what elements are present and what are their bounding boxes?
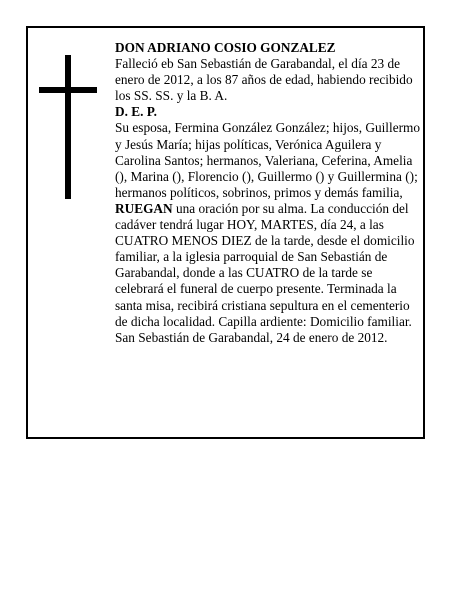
obituary-notice [26, 26, 425, 439]
ruegan-text: una oración por su alma. La conducción del cadáver tendrá lugar HOY, MARTES, día 24, a las CUATRO MENOS DIEZ de la tarde, desde el domicilio familiar, a la iglesia parroquial de San Sebastián de Garabandal, donde a las CUATRO de la tarde se celebrará el funeral de cuerpo presente. Terminada la santa misa, recibirá cristiana sepultura en el cementerio de dicha localidad. Capilla ardiente: Domicilio familiar. [115, 200, 415, 329]
closing-line: San Sebastián de Garabandal, 24 de enero de 2012. [115, 329, 388, 345]
ruegan-word: RUEGAN [115, 200, 173, 216]
cross-horizontal-bar [39, 87, 97, 93]
family-list: Su esposa, Fermina González González; hijos, Guillermo y Jesús María; hijas políticas, Verónica Aguilera y Carolina Santos; hermanos, Valeriana, Ceferina, Amelia (), Marina (), Florencio (), Guillermo () y Guillermina (); hermanos políticos, sobrinos, primos y demás familia, [115, 120, 421, 200]
dep-line: D. E. P. [115, 104, 157, 120]
ruegan-paragraph [115, 201, 423, 330]
cross-vertical-bar [65, 55, 71, 199]
cross-icon [39, 55, 97, 199]
notice-text [115, 40, 423, 346]
death-statement: Falleció eb San Sebastián de Garabandal, el día 23 de enero de 2012, a los 87 años de edad, habiendo recibido los SS. SS. y la B. A. [115, 56, 413, 104]
deceased-name: DON ADRIANO COSIO GONZALEZ [115, 40, 336, 55]
